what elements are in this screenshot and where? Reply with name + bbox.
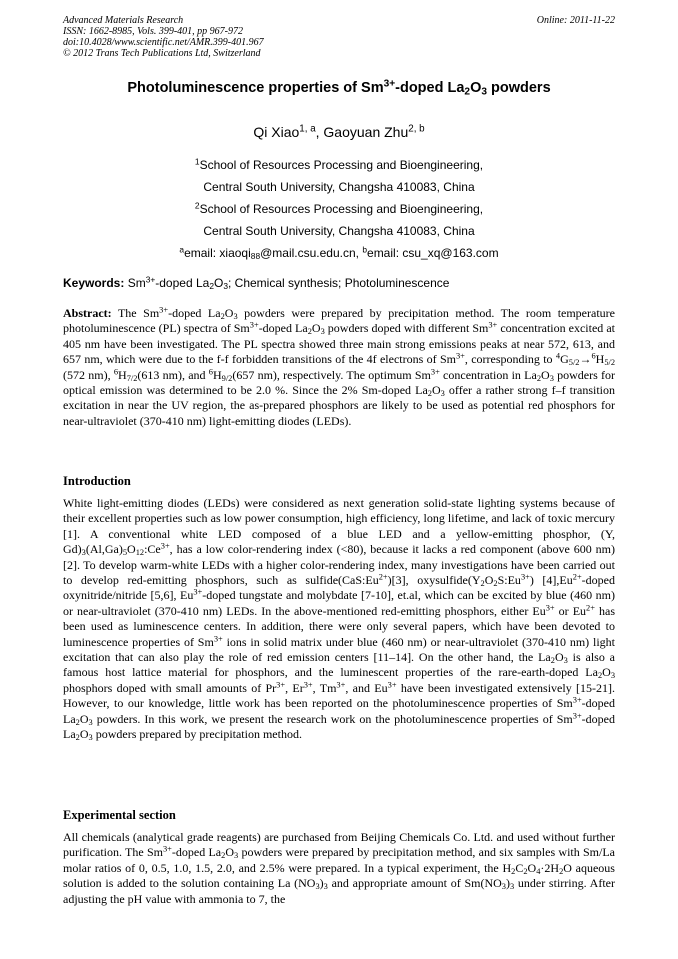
email-line: $^a$email: xiaoqi$_{88}$@mail.csu.edu.cn, $^b$email: csu_xq@163.com: [179, 244, 499, 262]
doi-line: doi:10.4028/www.scientific.net/AMR.399-401.967: [63, 37, 264, 48]
paper-title: Photoluminescence properties of $Sm^{3+}$-doped $La_2O_3$ powders: [127, 78, 551, 98]
affiliation-line: Central South University, Changsha 410083, China: [203, 224, 475, 238]
issn-line: ISSN: 1662-8985, Vols. 399-401, pp 967-972: [63, 26, 243, 37]
experimental-text: All chemicals (analytical grade reagents) are purchased from Beijing Chemicals Co. Ltd. and used without further purification. The $Sm^{3+}$-doped $La_2O_3$ powders were prepared by precipitation method, and six samples with Sm/La molar ratios of 0, 0.5, 1.0, 1.5, 2.0, and 2.5% were prepared. In a typical experiment, the $H_2C_2O_4\cdot 2H_2O$ aqueous solution is added to the solution containing La $(NO_3)_3$ and appropriate amount of $Sm(NO_3)_3$ under stirring. After adjusting the pH value with ammonia to 7, the: [63, 830, 616, 906]
abstract-label: Abstract:: [63, 306, 112, 320]
experimental-heading: Experimental section: [63, 808, 176, 822]
author-list: Qi Xiao$^{1, a}$, Gaoyuan Zhu$^{2, b}$: [253, 123, 425, 140]
abstract-text: The $Sm^{3+}$-doped $La_2O_3$ powders were prepared by precipitation method. The room temperature photoluminescence (PL) spectra of $Sm^{3+}$-doped $La_2O_3$ powders doped with different $Sm^{3+}$ concentration excited at 405 nm have been investigated. The PL spectra showed three main strong emissions peaks at near 572, 613, and 657 nm, which were due to the f-f forbidden transitions of the 4f electrons of $Sm^{3+}$, corresponding to $^4G_{5/2}\to^6H_{5/2}$ (572 nm), $^6H_{7/2}(613$ nm), and $^6H_{9/2}(657$ nm), respectively. The optimum $Sm^{3+}$ concentration in $La_2O_3$ powders for optical emission was determined to be 2.0 %. Since the 2% Sm-doped $La_2O_3$ offer a rather strong f–f transition excitation in near the UV region, the as-prepared phosphors are likely to be used as potential red phosphors for near-ultraviolet (370-410 nm) light-emitting diodes (LEDs).: [63, 305, 616, 428]
keywords-label: Keywords:: [63, 276, 125, 290]
online-date: Online: 2011-11-22: [536, 15, 615, 26]
journal-header: [63, 15, 264, 59]
affiliations: [0, 154, 678, 264]
affiliation-line: Central South University, Changsha 410083, China: [203, 180, 475, 194]
affiliation-line: $^2$School of Resources Processing and Bioengineering,: [194, 200, 484, 216]
keywords-text: $Sm^{3+}$-doped $La_2O_3$; Chemical synthesis; Photoluminescence: [127, 274, 450, 292]
introduction-heading: Introduction: [63, 474, 131, 488]
affiliation-line: $^1$School of Resources Processing and Bioengineering,: [194, 156, 484, 172]
keywords: [63, 276, 615, 290]
journal-name: Advanced Materials Research: [63, 15, 184, 26]
copyright-line: © 2012 Trans Tech Publications Ltd, Switzerland: [63, 48, 261, 59]
introduction-text: White light-emitting diodes (LEDs) were considered as next generation solid-state lighting systems because of their excellent properties such as low power consumption, high efficiency, long lifetime, and lack of toxic mercury [1]. A conventional white LED composed of a blue LED and a yellow-emitting phosphor, (Y, $Gd)_3(Al,Ga)_5O_{12}:Ce^{3+}$, has a low color-rendering index (<80), because it lacks a red component (above 600 nm) [2]. To develop warm-white LEDs with a higher color-rendering index, many investigations have been carried out to develop red-emitting phosphors, such as $sulfide(CaS:Eu^{2+})[3]$, $oxysulfide(Y_2O_2S:Eu^{3+})$ $[4],Eu^{2+}$-doped oxynitride/nitride [5,6], $Eu^{3+}$-doped tungstate and molybdate [7-10], et.al, which can be excited by blue (460 nm) or near-ultraviolet (370-410 nm) LEDs. In the above-mentioned red-emitting phosphors, either $Eu^{3+}$ or $Eu^{2+}$ has been used as luminescence centers. In addition, there were only several papers, which have been devoted to luminescence properties of $Sm^{3+}$ ions in solid matrix under blue (460 nm) or near-ultraviolet (370-410 nm) light excitation that can also play the role of red emission centers [11–14]. On the other hand, the $La_2O_3$ is also a famous host lattice material for phosphors, and the luminescent properties of the rare-earth-doped $La_2O_3$ phosphors doped with small amounts of $Pr^{3+}$, $Er^{3+}$, $Tm^{3+}$, and $Eu^{3+}$ have been investigated extensively [15-21]. However, to our knowledge, little work has been reported on the photoluminescence properties of $Sm^{3+}$-doped $La_2O_3$ powders. In this work, we present the research work on the photoluminescence properties of $Sm^{3+}$-doped $La_2O_3$ powders prepared by precipitation method.: [63, 496, 616, 743]
abstract: [63, 306, 615, 429]
